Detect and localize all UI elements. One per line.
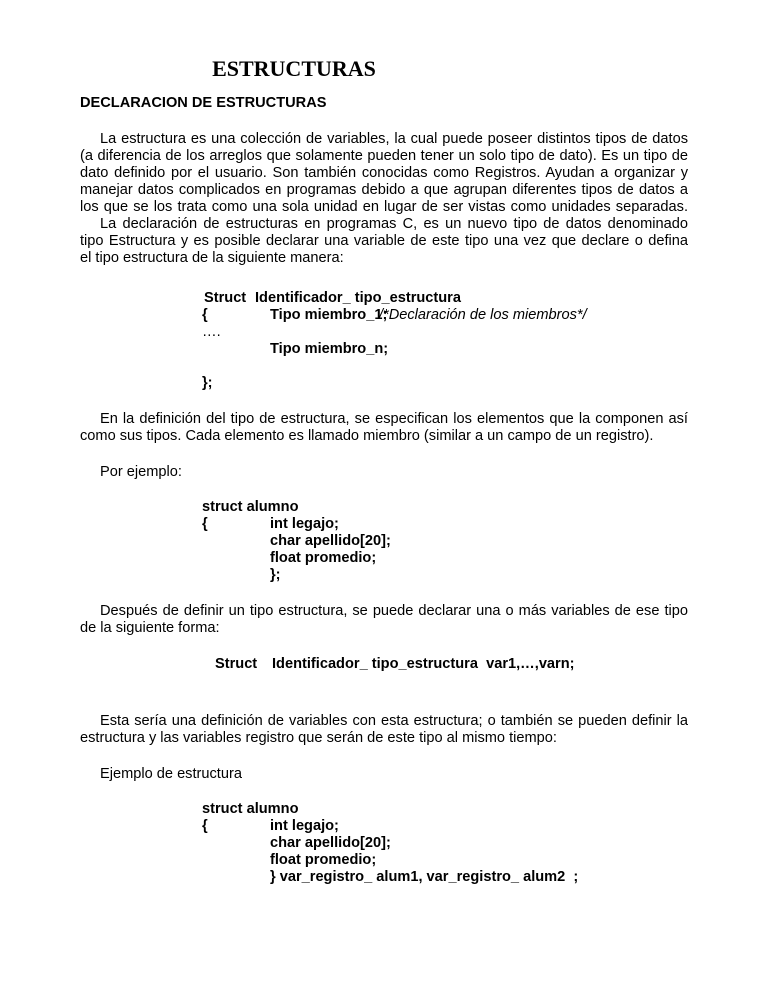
paragraph-line: Ejemplo de estructura <box>100 766 242 782</box>
page-title: ESTRUCTURAS <box>212 56 376 81</box>
code-line: char apellido[20]; <box>270 835 391 851</box>
code-line: } var_registro_ alum1, var_registro_ alum2 ; <box>270 869 579 885</box>
code-line: struct alumno <box>202 801 299 817</box>
code-line: struct alumno <box>202 499 299 515</box>
code-line: }; <box>270 567 281 583</box>
code-brace: { <box>202 307 208 323</box>
code-identifier: Identificador_ tipo_estructura <box>255 290 461 306</box>
paragraph-line: Por ejemplo: <box>100 464 182 480</box>
code-keyword: Struct <box>204 290 247 306</box>
paragraph-line: En la definición del tipo de estructura, se especifican los elementos que la componen así <box>100 411 688 427</box>
paragraph-line: como sus tipos. Cada elemento es llamado miembro (similar a un campo de un registro). <box>80 428 654 444</box>
paragraph-line: La declaración de estructuras en programas C, es un nuevo tipo de datos denominado <box>100 216 688 232</box>
paragraph-line: estructura y las variables registro que serán de este tipo al mismo tiempo: <box>80 730 557 746</box>
code-line: Tipo miembro_n; <box>270 341 389 357</box>
code-line: float promedio; <box>270 550 377 566</box>
paragraph-line: de la siguiente forma: <box>80 620 220 636</box>
code-brace: }; <box>202 375 213 391</box>
paragraph-line: los que se los trata como una sola unidad en lugar de ser vistas como unidades separadas. <box>80 199 688 215</box>
code-line: Tipo miembro_1; <box>270 307 388 323</box>
paragraph-line: tipo Estructura y es posible declarar una variable de este tipo una vez que declare o defina <box>80 233 688 249</box>
paragraph-line: (a diferencia de los arreglos que solamente pueden tener un solo tipo de dato). Es un tipo de <box>80 148 688 164</box>
code-line: char apellido[20]; <box>270 533 391 549</box>
paragraph-line: Después de definir un tipo estructura, se puede declarar una o más variables de ese tipo <box>100 603 688 619</box>
code-brace: { <box>202 516 208 532</box>
code-comment: /*Declaración de los miembros*/ <box>379 307 587 323</box>
code-line: float promedio; <box>270 852 377 868</box>
paragraph-line: Esta sería una definición de variables con esta estructura; o también se pueden definir la <box>100 713 688 729</box>
code-line: int legajo; <box>270 516 339 532</box>
code-line: Identificador_ tipo_estructura var1,…,varn; <box>272 656 575 672</box>
code-keyword: Struct <box>215 656 258 672</box>
paragraph-line: manejar datos complicados en programas debido a que agrupan diferentes tipos de datos a <box>80 182 688 198</box>
paragraph-line: dato definido por el usuario. Son también conocidas como Registros. Ayudan a organizar y <box>80 165 688 181</box>
paragraph-line: el tipo estructura de la siguiente manera: <box>80 250 344 266</box>
section-heading: DECLARACION DE ESTRUCTURAS <box>80 95 327 111</box>
code-brace: { <box>202 818 208 834</box>
code-ellipsis: …. <box>202 324 221 340</box>
code-line: int legajo; <box>270 818 339 834</box>
paragraph-line: La estructura es una colección de variables, la cual puede poseer distintos tipos de datos <box>100 131 688 147</box>
